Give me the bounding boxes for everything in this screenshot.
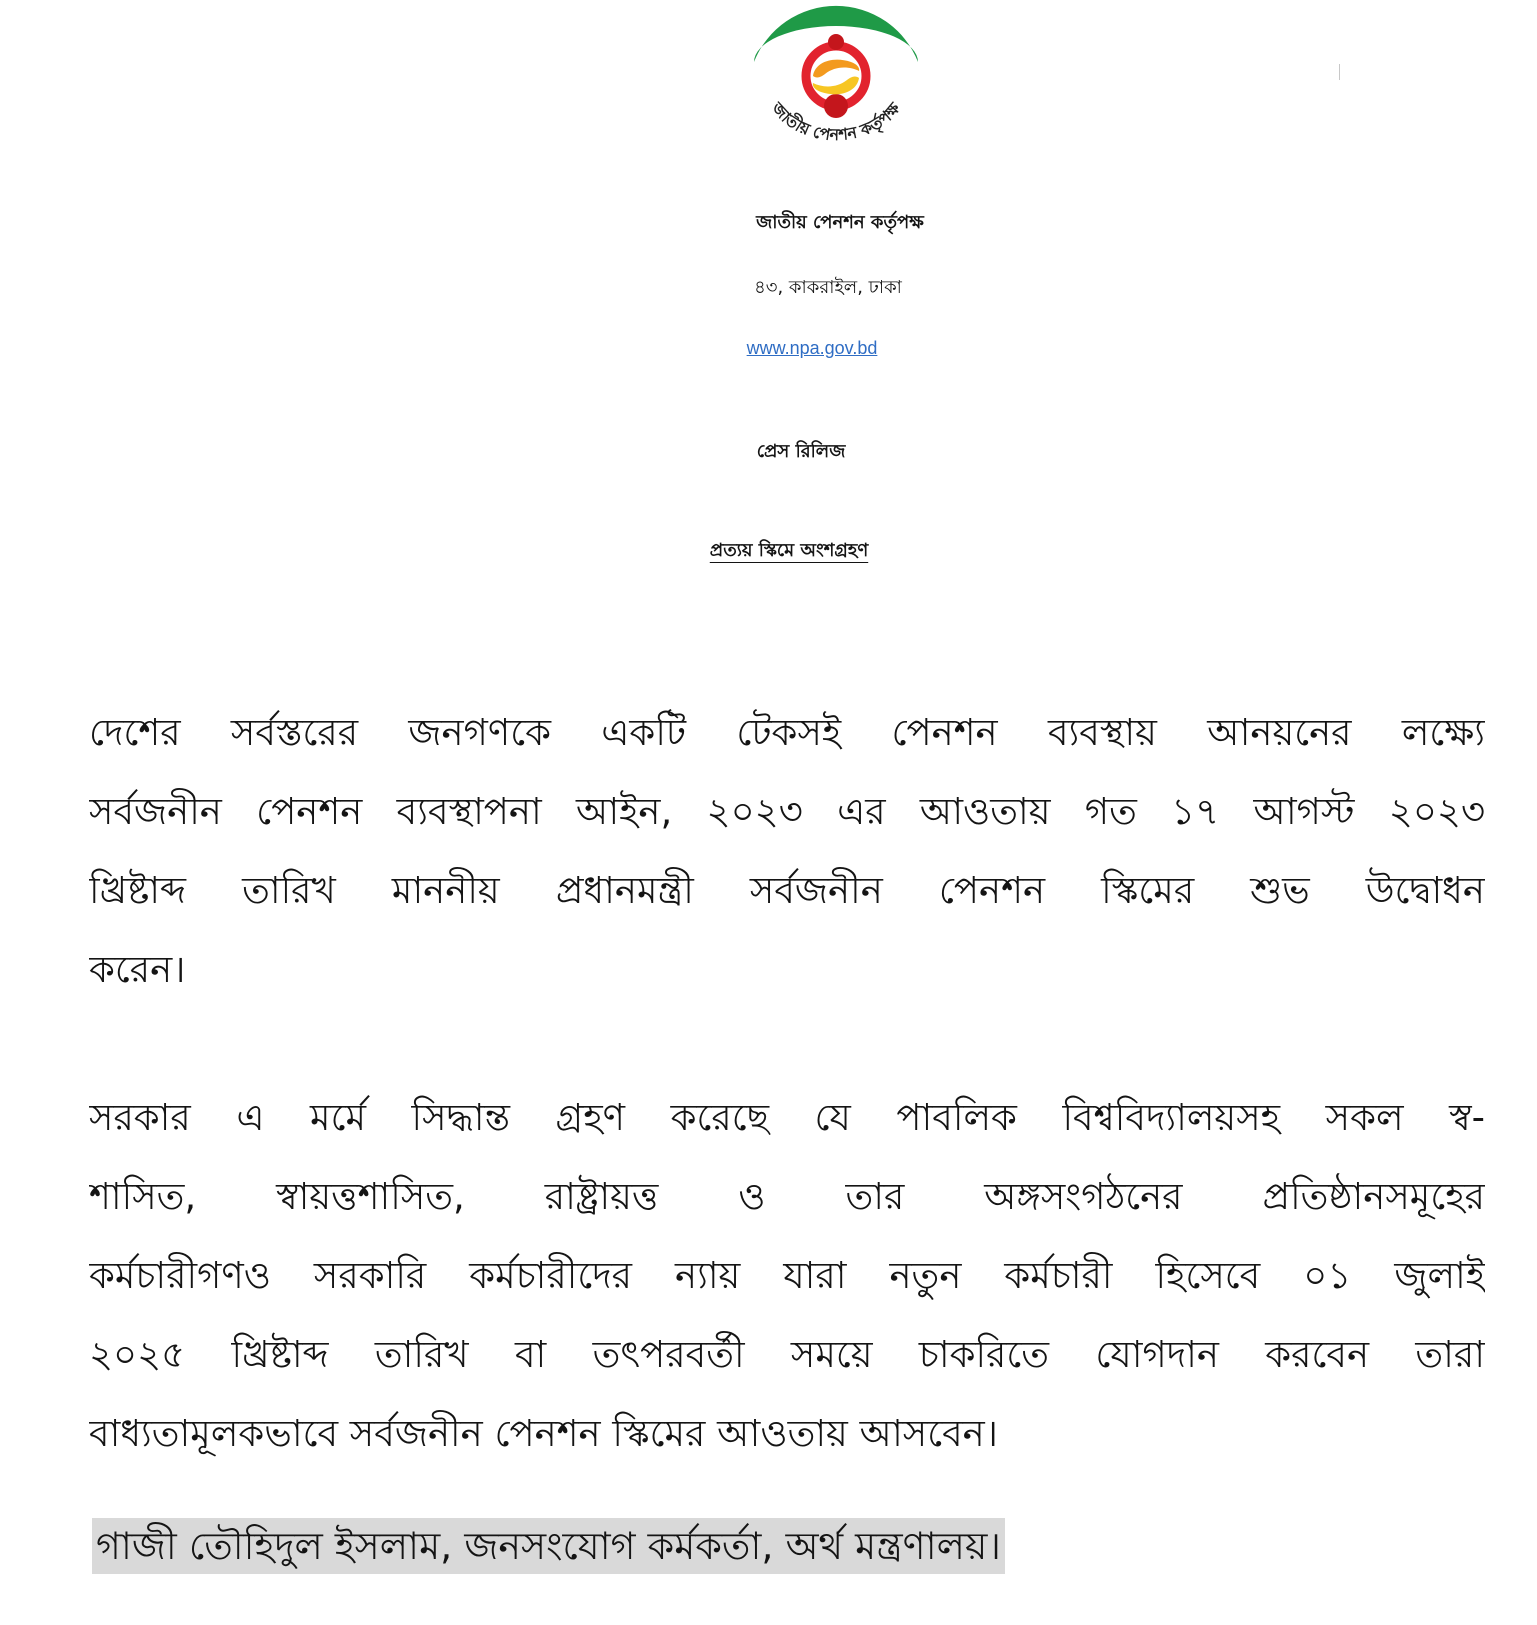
paragraph-line: শাসিত, স্বায়ত্তশাসিত, রাষ্ট্রায়ত্ত ও তার অঙ্গসংগঠনের প্রতিষ্ঠানসমূহের bbox=[89, 1175, 1485, 1218]
paragraph-line: বাধ্যতামূলকভাবে সর্বজনীন পেনশন স্কিমের আওতায় আসবেন। bbox=[89, 1412, 998, 1455]
paragraph-1 bbox=[89, 693, 1485, 1009]
logo-hand-yellow bbox=[813, 77, 859, 95]
press-release-label: প্রেস রিলিজ bbox=[756, 441, 846, 462]
logo-hand-orange bbox=[813, 60, 859, 78]
logo-head-top bbox=[828, 34, 844, 50]
organization-title: জাতীয় পেনশন কর্তৃপক্ষ bbox=[756, 212, 924, 233]
organization-address: ৪৩, কাকরাইল, ঢাকা bbox=[754, 277, 902, 298]
logo-text-path: জাতীয় পেনশন কর্তৃপক্ষ bbox=[767, 98, 904, 145]
logo-head-bottom bbox=[824, 94, 848, 118]
website-line bbox=[412, 324, 1212, 372]
paragraph-line: কর্মচারীগণও সরকারি কর্মচারীদের ন্যায় যারা নতুন কর্মচারী হিসেবে ০১ জুলাই bbox=[89, 1254, 1485, 1297]
footer-contact: গাজী তৌহিদুল ইসলাম, জনসংযোগ কর্মকর্তা, অর্থ মন্ত্রণালয়। bbox=[92, 1518, 1005, 1574]
paragraph-line: খ্রিষ্টাব্দ তারিখ মাননীয় প্রধানমন্ত্রী সর্বজনীন পেনশন স্কিমের শুভ উদ্বোধন bbox=[89, 869, 1485, 912]
paragraph-line: করেন। bbox=[89, 948, 186, 991]
paragraph-2 bbox=[89, 1078, 1485, 1473]
paragraph-line: দেশের সর্বস্তরের জনগণকে একটি টেকসই পেনশন ব্যবস্থায় আনয়নের লক্ষ্যে bbox=[89, 711, 1485, 754]
website-link[interactable]: www.npa.gov.bd bbox=[746, 338, 878, 358]
press-release-subject: প্রত্যয় স্কিমে অংশগ্রহণ bbox=[709, 540, 869, 561]
paragraph-line: ২০২৫ খ্রিষ্টাব্দ তারিখ বা তৎপরবর্তী সময়ে চাকরিতে যোগদান করবেন তারা bbox=[89, 1333, 1485, 1376]
npa-logo bbox=[741, 2, 931, 147]
logo-green-arc bbox=[754, 6, 918, 62]
paragraph-line: সরকার এ মর্মে সিদ্ধান্ত গ্রহণ করেছে যে পাবলিক বিশ্ববিদ্যালয়সহ সকল স্ব- bbox=[89, 1096, 1485, 1139]
scan-mark bbox=[1339, 64, 1340, 80]
paragraph-line: সর্বজনীন পেনশন ব্যবস্থাপনা আইন, ২০২৩ এর আওতায় গত ১৭ আগস্ট ২০২৩ bbox=[89, 790, 1485, 833]
